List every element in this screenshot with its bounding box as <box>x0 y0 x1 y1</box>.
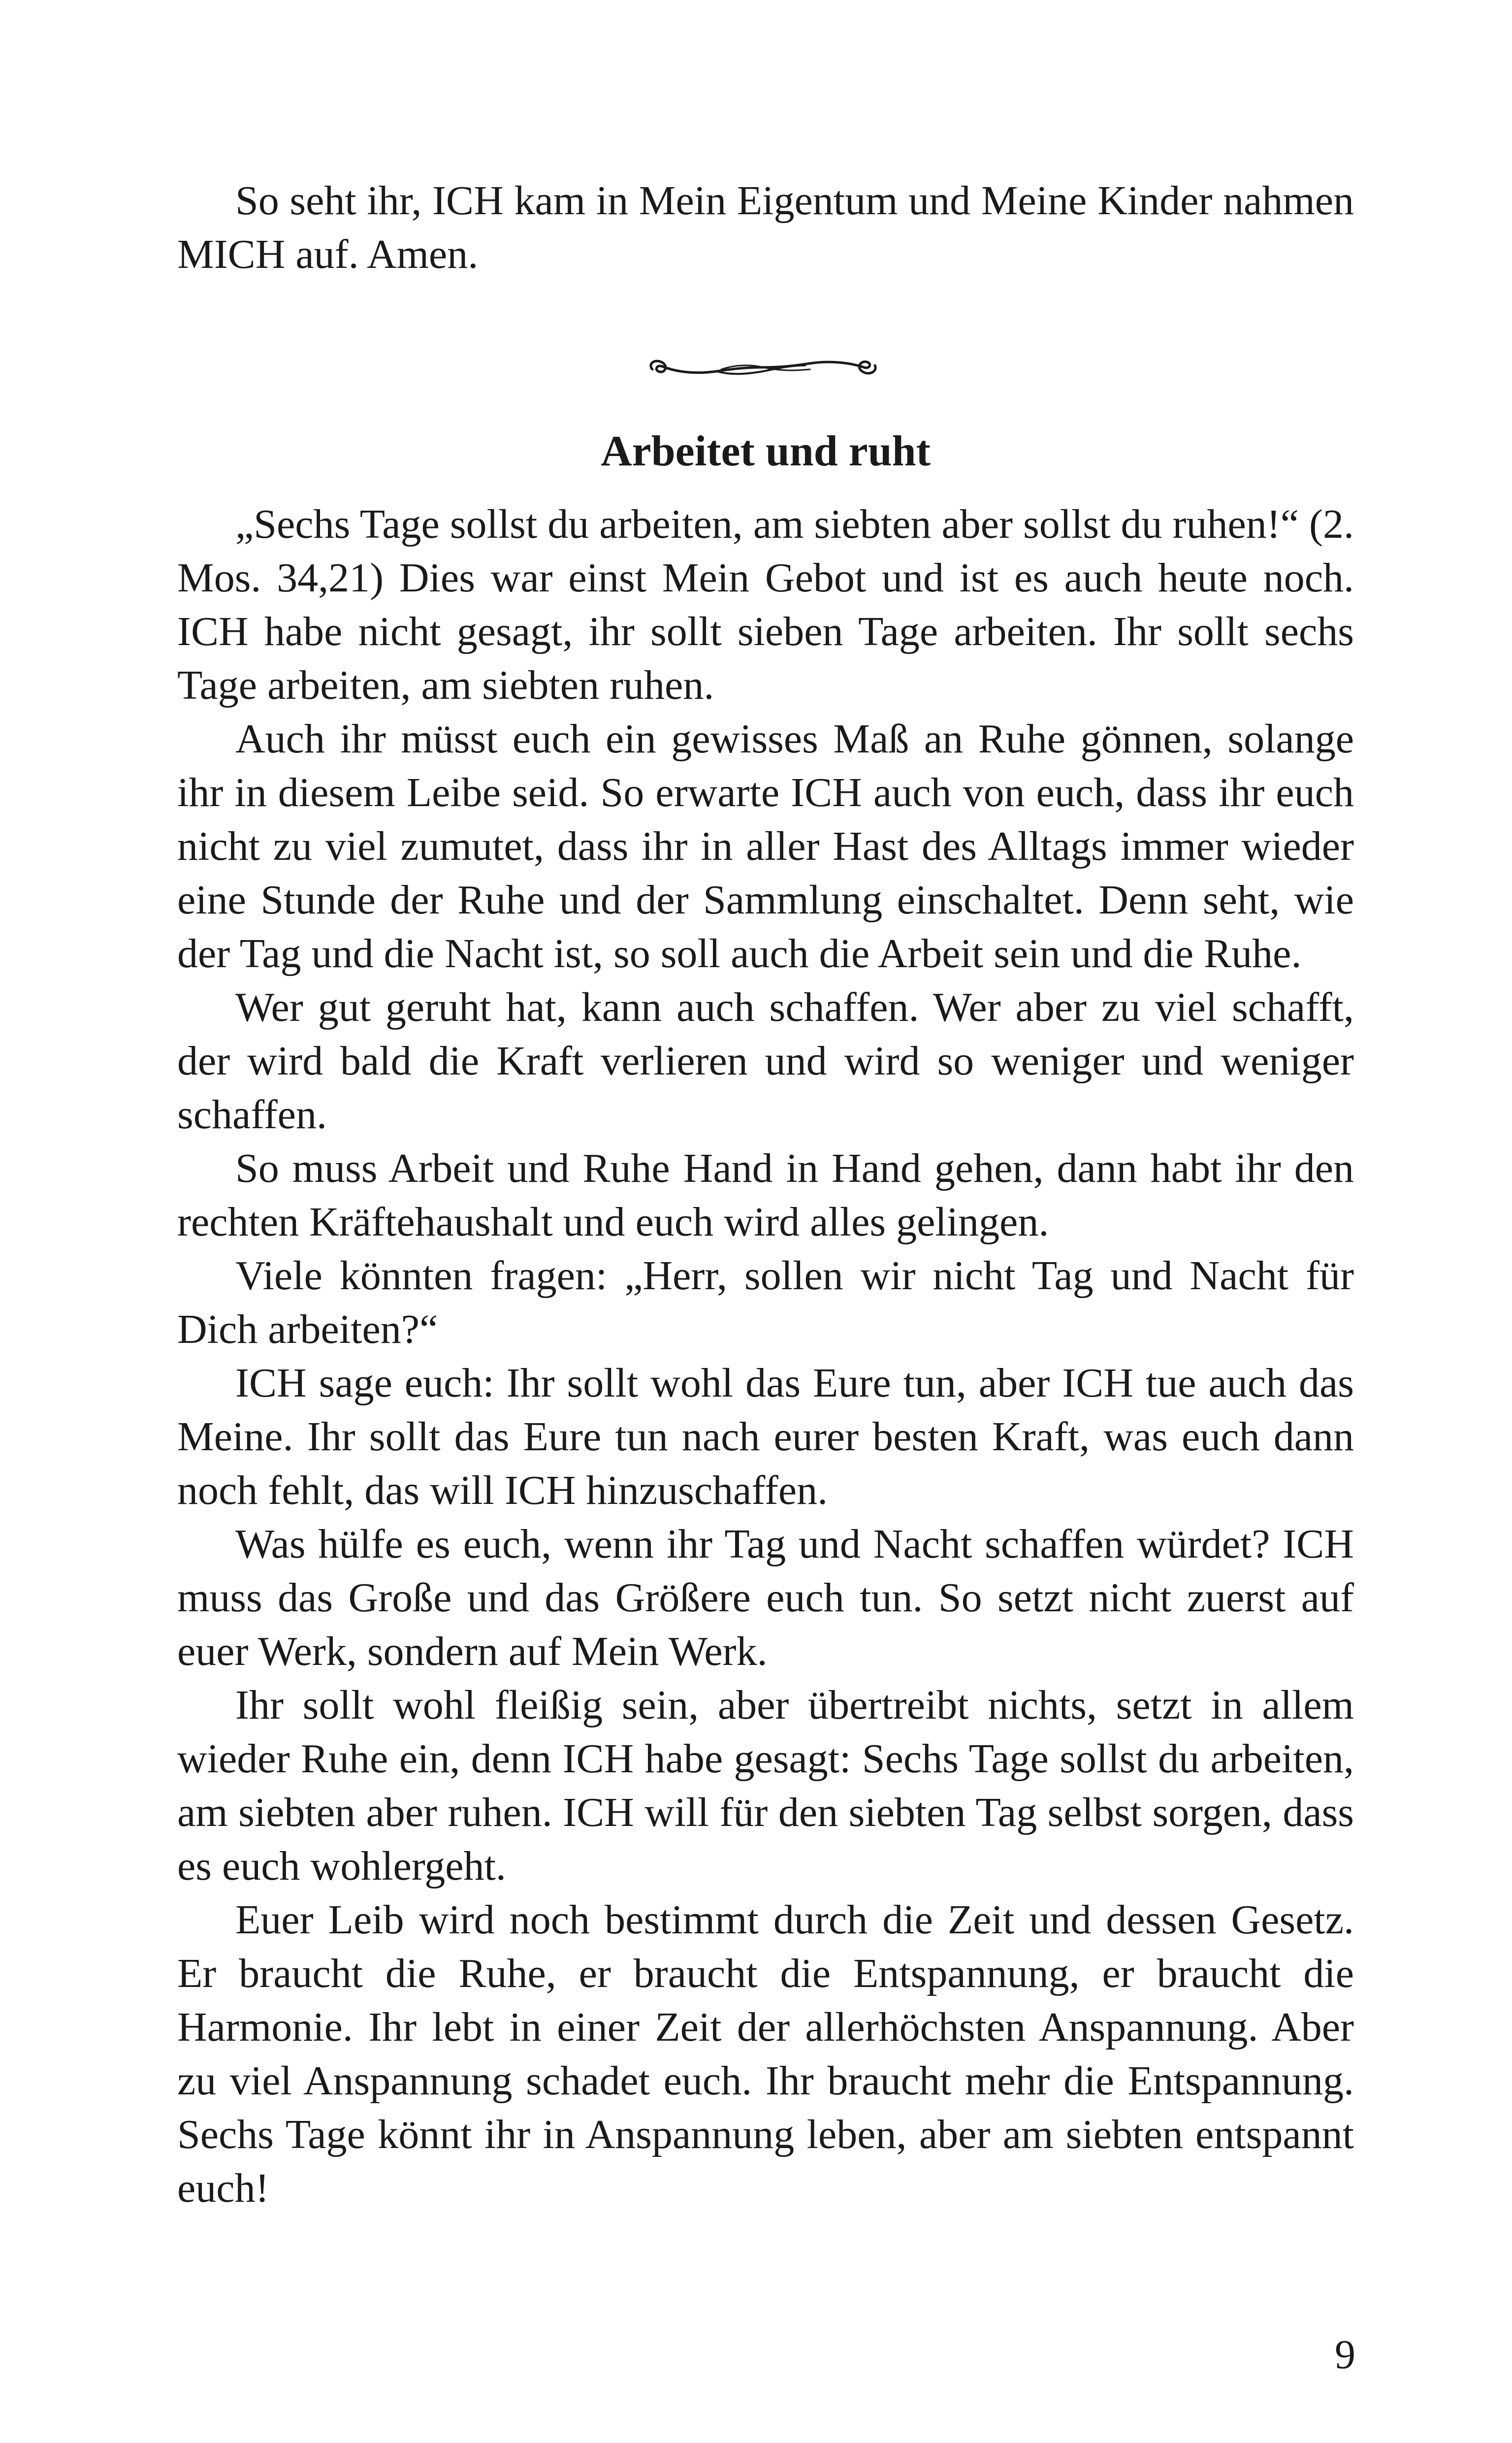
body-paragraph: So muss Arbeit und Ruhe Hand in Hand gehen, dann habt ihr den rechten Kräftehaushalt und euch wird alles gelingen. <box>177 1145 1354 1245</box>
page-number: 9 <box>1335 2332 1355 2378</box>
body-paragraph: ICH sage euch: Ihr sollt wohl das Eure tun, aber ICH tue auch das Meine. Ihr sollt das Eure tun nach eurer besten Kraft, was euch dann noch fehlt, das will ICH hinzuschaffen. <box>177 1360 1354 1513</box>
body-paragraph: Euer Leib wird noch bestimmt durch die Zeit und dessen Gesetz. Er braucht die Ruhe, er braucht die Entspannung, er braucht die Harmonie. Ihr lebt in einer Zeit der allerhöchsten Anspannung. Aber zu viel Anspannung schadet euch. Ihr braucht mehr die Entspannung. Sechs Tage könnt ihr in Anspannung leben, aber am siebten entspannt euch! <box>177 1897 1354 2211</box>
intro-paragraph: So seht ihr, ICH kam in Mein Eigentum und Meine Kinder nahmen MICH auf. Amen. <box>177 178 1354 277</box>
body-paragraph: Viele könnten fragen: „Herr, sollen wir nicht Tag und Nacht für Dich arbeiten?“ <box>177 1253 1354 1352</box>
body-paragraph: Auch ihr müsst euch ein gewisses Maß an Ruhe gönnen, solange ihr in diesem Leibe seid. So erwarte ICH auch von euch, dass ihr euch nicht zu viel zumutet, dass ihr in aller Hast des Alltags immer wieder eine Stunde der Ruhe und der Sammlung einschaltet. Denn seht, wie der Tag und die Nacht ist, so soll auch die Arbeit sein und die Ruhe. <box>177 716 1354 977</box>
section-body <box>177 497 1354 2215</box>
section-title: Arbeitet und ruht <box>601 427 931 475</box>
body-paragraph: Wer gut geruht hat, kann auch schaffen. Wer aber zu viel schafft, der wird bald die Kraft verlieren und wird so weniger und weniger schaffen. <box>177 984 1354 1138</box>
body-paragraph: Was hülfe es euch, wenn ihr Tag und Nacht schaffen würdet? ICH muss das Große und das Größere euch tun. So setzt nicht zuerst auf euer Werk, sondern auf Mein Werk. <box>177 1521 1354 1674</box>
scroll-flourish-divider-icon <box>643 350 884 384</box>
intro-text <box>177 174 1354 281</box>
body-paragraph: „Sechs Tage sollst du arbeiten, am siebten aber sollst du ruhen!“ (2. Mos. 34,21) Dies war einst Mein Gebot und ist es auch heute noch. ICH habe nicht gesagt, ihr sollt sieben Tage arbeiten. Ihr sollt sechs Tage arbeiten, am siebten ruhen. <box>177 501 1354 708</box>
body-paragraph: Ihr sollt wohl fleißig sein, aber übertreibt nichts, setzt in allem wieder Ruhe ein, denn ICH habe gesagt: Sechs Tage sollst du arbeiten, am siebten aber ruhen. ICH will für den siebten Tag selbst sorgen, dass es euch wohlergeht. <box>177 1682 1354 1889</box>
